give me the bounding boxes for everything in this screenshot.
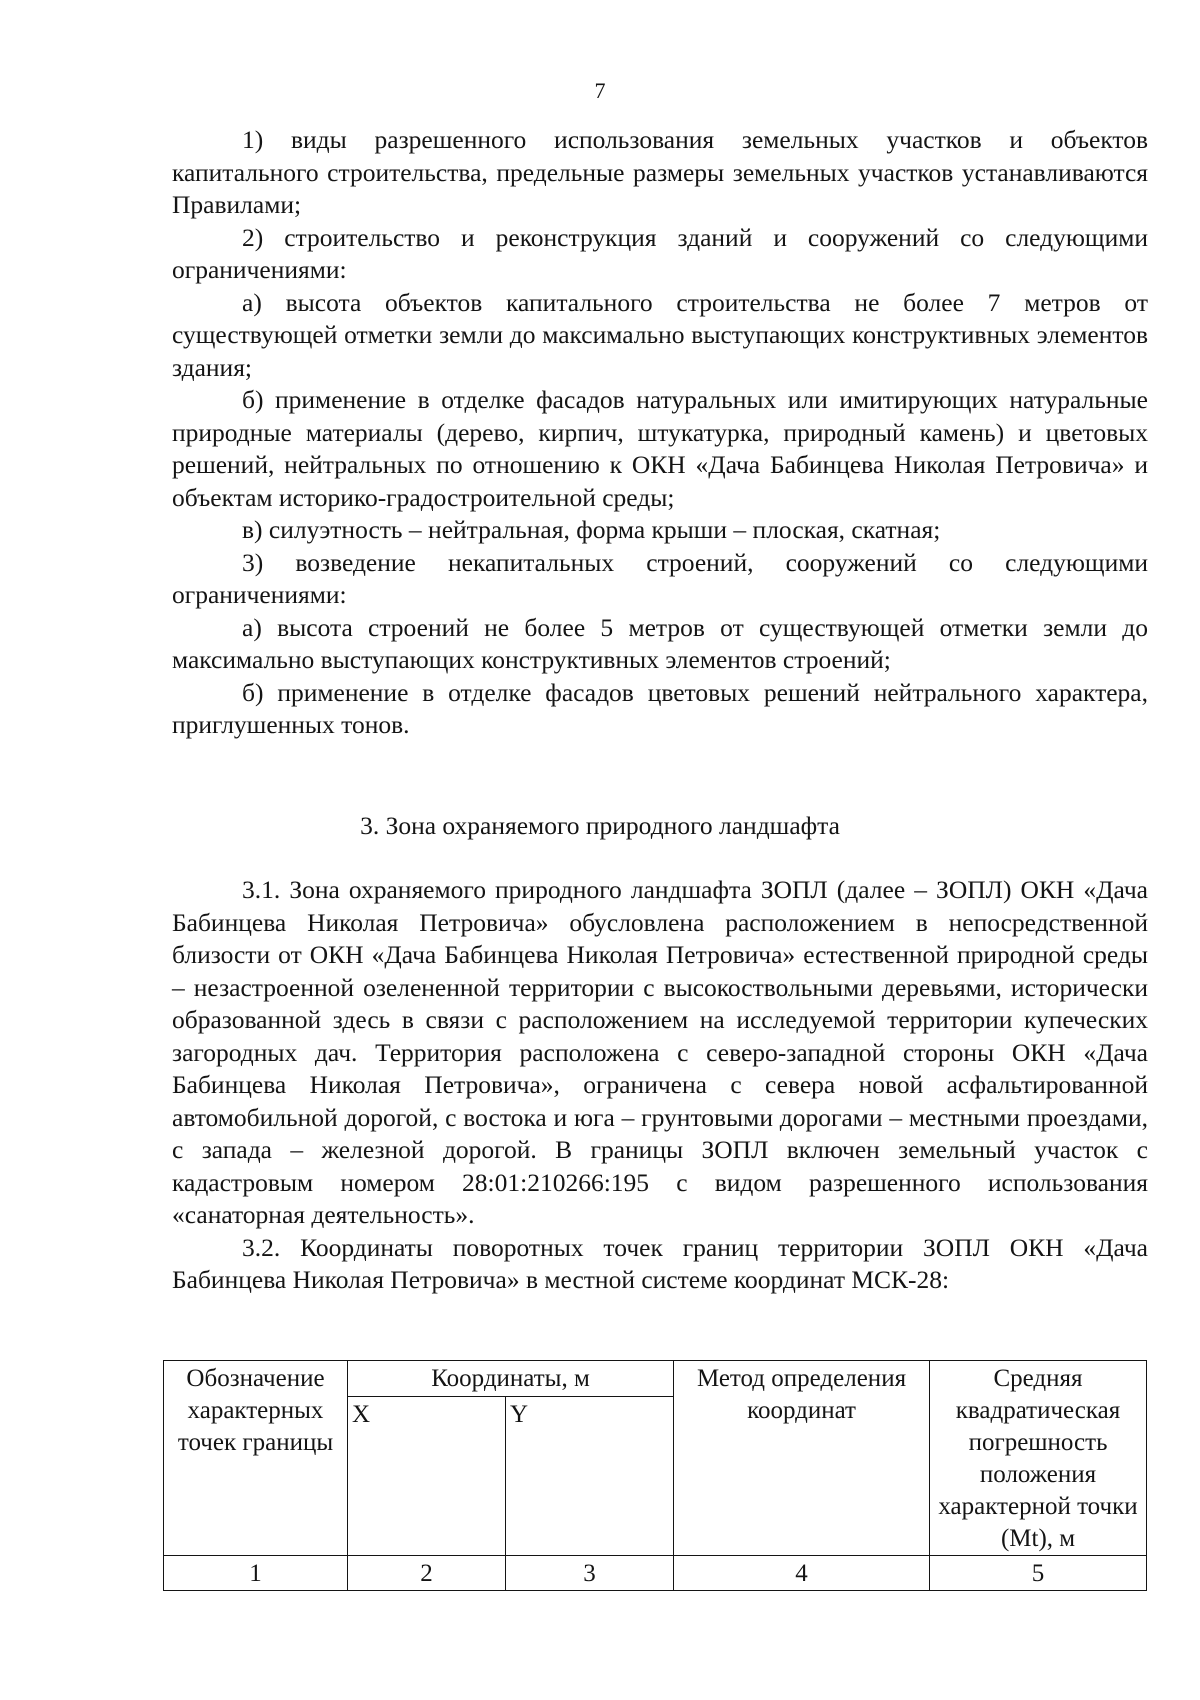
condition-item: а) высота строений не более 5 метров от существующей отметки земли до максимально выступающих конструктивных элементов строений;	[172, 612, 1148, 674]
section-heading: 3. Зона охраняемого природного ландшафта	[360, 811, 840, 840]
table-header-row	[164, 1361, 1147, 1397]
column-number: 4	[674, 1556, 930, 1591]
conditions-list	[172, 124, 1148, 742]
table-row	[164, 1556, 1147, 1591]
condition-item: в) силуэтность – нейтральная, форма крыши – плоская, скатная;	[242, 515, 941, 544]
column-number: 1	[164, 1556, 348, 1591]
condition-item: б) применение в отделке фасадов цветовых решений нейтрального характера, приглушенных тонов.	[172, 677, 1148, 739]
condition-item: 2) строительство и реконструкция зданий и сооружений со следующими ограничениями:	[172, 222, 1148, 284]
condition-item: б) применение в отделке фасадов натуральных или имитирующих натуральные природные материалы (дерево, кирпич, штукатурка, природный камень) и цветовых решений, нейтральных по отношению к ОКН «Дача Бабинцева Николая Петровича» и объектам историко-градостроительной среды;	[172, 385, 1148, 512]
header-error: Средняя квадратическая погрешность положения характерной точки (Mt), м	[930, 1361, 1147, 1556]
header-y: Y	[506, 1397, 674, 1556]
condition-item: 3) возведение некапитальных строений, сооружений со следующими ограничениями:	[172, 547, 1148, 609]
paragraph-3-2: 3.2. Координаты поворотных точек границ территории ЗОПЛ ОКН «Дача Бабинцева Николая Петровича» в местной системе координат МСК-28:	[172, 1232, 1148, 1294]
page-number: 7	[594, 78, 606, 103]
header-coordinates: Координаты, м	[348, 1361, 674, 1397]
condition-item: 1) виды разрешенного использования земельных участков и объектов капитального строительства, предельные размеры земельных участков устанавливаются Правилами;	[172, 125, 1148, 219]
section-body	[172, 874, 1148, 1297]
paragraph-3-1: 3.1. Зона охраняемого природного ландшафта ЗОПЛ (далее – ЗОПЛ) ОКН «Дача Бабинцева Николая Петровича» обусловлена расположением в непосредственной близости от ОКН «Дача Бабинцева Николая Петровича» естественной природной среды – незастроенной озелененной территории с высокоствольными деревьями, исторически образованной здесь в связи с расположением на исследуемой территории купеческих загородных дач. Территория расположена с северо-западной стороны ОКН «Дача Бабинцева Николая Петровича», ограничена с севера новой асфальтированной автомобильной дорогой, с востока и юга – грунтовыми дорогами – местными проездами, с запада – железной дорогой. В границы ЗОПЛ включен земельный участок с кадастровым номером 28:01:210266:195 с видом разрешенного использования «санаторная деятельность».	[172, 875, 1148, 1229]
column-number: 5	[930, 1556, 1147, 1591]
header-point-designation: Обозначение характерных точек границы	[164, 1361, 348, 1556]
coordinates-table	[163, 1360, 1147, 1591]
condition-item: а) высота объектов капитального строительства не более 7 метров от существующей отметки земли до максимально выступающих конструктивных элементов здания;	[172, 287, 1148, 382]
column-number: 3	[506, 1556, 674, 1591]
header-x: X	[348, 1397, 506, 1556]
header-method: Метод определения координат	[674, 1361, 930, 1556]
column-number: 2	[348, 1556, 506, 1591]
